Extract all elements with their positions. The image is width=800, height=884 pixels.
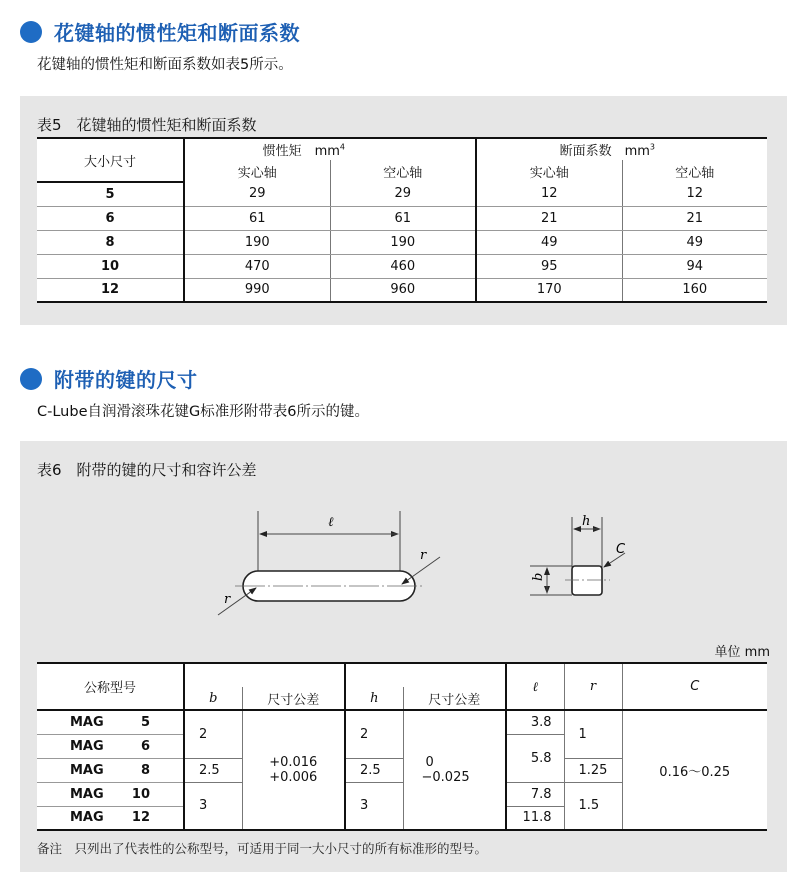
unit-label: 单位 mm [714, 645, 770, 660]
b-tolerance-lower: +0.006 [269, 770, 318, 785]
size-cell: 8 [37, 230, 184, 254]
l-value: 11.8 [506, 806, 564, 830]
header-b: b [184, 687, 242, 710]
h-value: 2 [345, 710, 403, 758]
header-modulus-hollow: 空心轴 [675, 165, 715, 181]
modulus-solid-cell: 12 [476, 182, 622, 206]
model-prefix: MAG [70, 786, 104, 802]
header-modulus-label: 断面系数 mm [559, 144, 650, 159]
header-inertia-exp: 4 [339, 142, 345, 152]
modulus-hollow-cell: 94 [622, 254, 767, 278]
table-row [37, 278, 767, 302]
table6 [37, 662, 767, 831]
l-value: 5.8 [506, 734, 564, 782]
inertia-solid-cell: 190 [184, 230, 330, 254]
header-l: ℓ [506, 663, 564, 710]
model-size: 8 [140, 762, 150, 778]
header-modulus-exp: 3 [649, 142, 655, 152]
bullet-icon [20, 21, 42, 43]
l-value: 7.8 [506, 782, 564, 806]
inertia-hollow-cell: 460 [330, 254, 476, 278]
table-row [37, 206, 767, 230]
header-size: 大小尺寸 [37, 138, 184, 182]
label-l: ℓ [328, 515, 334, 530]
r-value: 1.5 [564, 782, 622, 830]
r-value: 1 [564, 710, 622, 758]
table6-panel [20, 441, 787, 872]
section-heading-inertia [20, 17, 300, 46]
size-cell: 12 [37, 278, 184, 302]
table5-panel [20, 96, 787, 325]
size-cell: 10 [37, 254, 184, 278]
table6-caption: 表6 附带的键的尺寸和容许公差 [37, 461, 257, 479]
key-side-view-diagram [200, 503, 470, 623]
modulus-solid-cell: 49 [476, 230, 622, 254]
b-value: 2 [184, 710, 242, 758]
b-value: 2.5 [184, 758, 242, 782]
modulus-solid-cell: 21 [476, 206, 622, 230]
model-prefix: MAG [70, 738, 104, 754]
h-value: 3 [345, 782, 403, 830]
h-value: 2.5 [345, 758, 403, 782]
modulus-hollow-cell: 160 [682, 282, 708, 298]
header-inertia [184, 138, 476, 160]
model-size: 6 [140, 738, 150, 754]
header-model: 公称型号 [37, 663, 184, 710]
section-description: 花键轴的惯性矩和断面系数如表5所示。 [37, 57, 293, 73]
header-inertia-label: 惯性矩 mm [262, 144, 340, 159]
model-size: 5 [140, 714, 150, 730]
section-title: 花键轴的惯性矩和断面系数 [54, 21, 300, 45]
header-modulus [476, 138, 767, 160]
inertia-solid-cell: 61 [184, 206, 330, 230]
l-value: 3.8 [506, 710, 564, 734]
table-note: 备注 只列出了代表性的公称型号，可适用于同一大小尺寸的所有标准形的型号。 [37, 841, 488, 856]
table5 [37, 137, 767, 303]
model-cell [37, 710, 184, 734]
b-tolerance-upper: +0.016 [269, 755, 318, 770]
size-cell: 5 [37, 182, 184, 206]
modulus-hollow-cell: 49 [622, 230, 767, 254]
c-value: 0.16～0.25 [659, 764, 731, 780]
label-b: b [531, 572, 546, 581]
bullet-icon [20, 368, 42, 390]
table-row [37, 182, 767, 206]
header-h: h [345, 687, 403, 710]
modulus-solid-cell: 95 [476, 254, 622, 278]
inertia-hollow-cell: 190 [330, 230, 476, 254]
inertia-solid-cell: 990 [184, 278, 330, 302]
h-tolerance [403, 710, 506, 830]
modulus-solid-cell: 170 [476, 278, 622, 302]
label-r-right: r [420, 548, 427, 563]
table5-caption: 表5 花键轴的惯性矩和断面系数 [37, 116, 257, 134]
r-value: 1.25 [564, 758, 622, 782]
key-end-view-diagram [510, 503, 640, 603]
size-cell: 6 [37, 206, 184, 230]
inertia-solid-cell: 29 [184, 182, 330, 206]
model-cell [37, 758, 184, 782]
model-prefix: MAG [70, 714, 104, 730]
model-cell [37, 806, 184, 830]
header-r: r [564, 663, 622, 710]
b-value: 3 [184, 782, 242, 830]
header-c: C [622, 663, 767, 710]
model-prefix: MAG [70, 762, 104, 778]
header-b-tolerance: 尺寸公差 [242, 687, 345, 710]
modulus-hollow-cell: 12 [622, 182, 767, 206]
header-modulus-solid: 实心轴 [476, 160, 622, 182]
inertia-hollow-cell: 29 [330, 182, 476, 206]
b-tolerance [242, 710, 345, 830]
header-inertia-hollow: 空心轴 [330, 160, 476, 182]
label-h: h [582, 514, 591, 529]
model-cell [37, 782, 184, 806]
label-c: C [616, 542, 626, 557]
table-row [37, 230, 767, 254]
header-inertia-solid: 实心轴 [184, 160, 330, 182]
model-cell [37, 734, 184, 758]
model-size: 10 [131, 786, 150, 802]
model-prefix: MAG [70, 810, 104, 826]
model-size: 12 [131, 810, 150, 826]
label-r-left: r [224, 592, 231, 607]
table-row [37, 254, 767, 278]
modulus-hollow-cell: 21 [622, 206, 767, 230]
section-title: 附带的键的尺寸 [54, 368, 198, 392]
h-tolerance-upper: 0 [425, 755, 434, 770]
inertia-hollow-cell: 960 [330, 278, 476, 302]
inertia-solid-cell: 470 [184, 254, 330, 278]
inertia-hollow-cell: 61 [330, 206, 476, 230]
header-h-tolerance: 尺寸公差 [403, 687, 506, 710]
section-description: C-Lube自润滑滚珠花键G标准形附带表6所示的键。 [37, 404, 369, 420]
section-heading-key [20, 364, 198, 393]
h-tolerance-lower: −0.025 [421, 770, 470, 785]
